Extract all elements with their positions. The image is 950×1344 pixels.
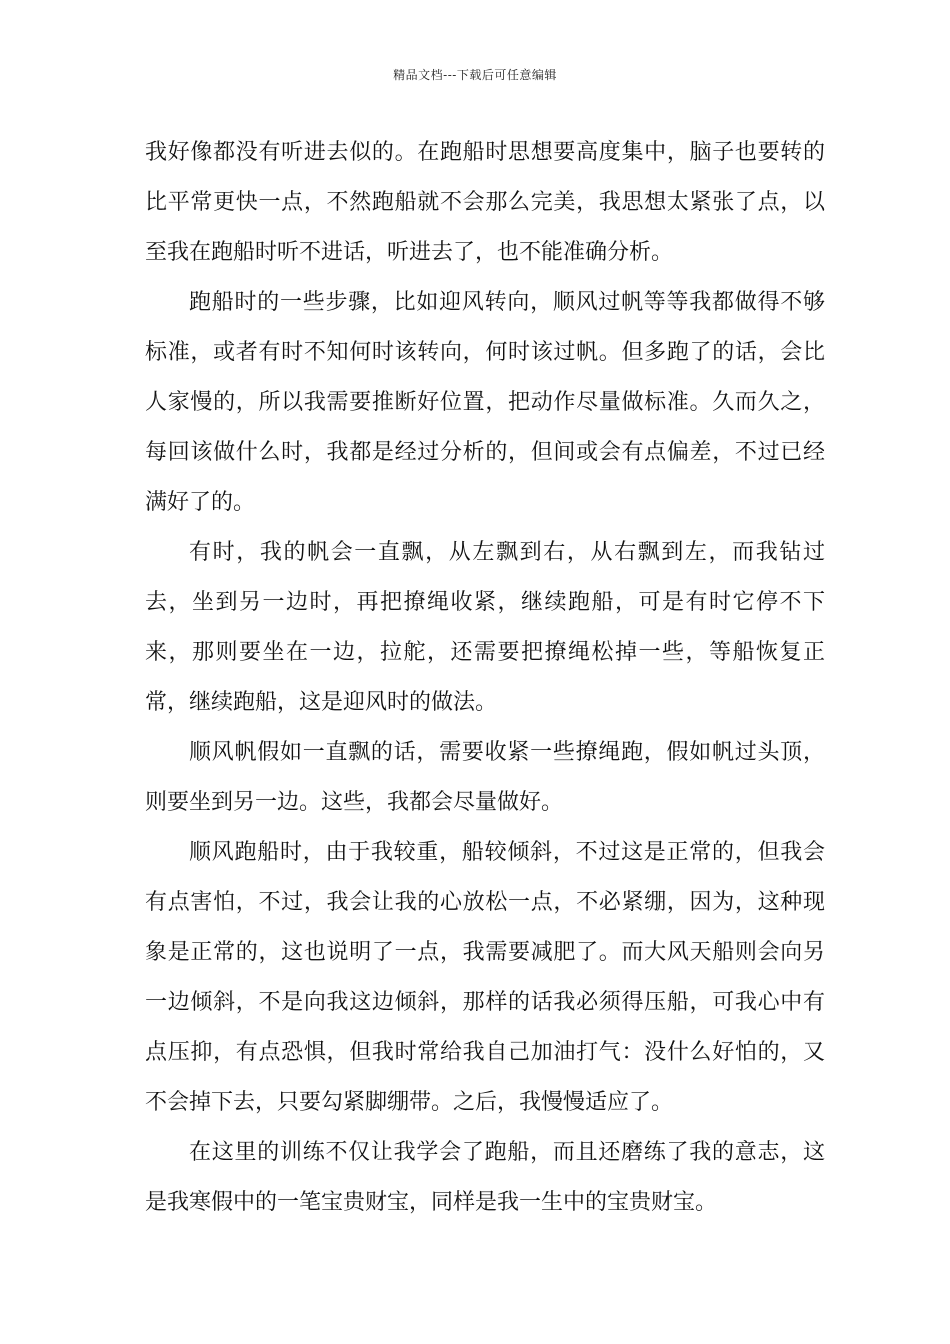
paragraph-6: 在这里的训练不仅让我学会了跑船，而且还磨练了我的意志，这是我寒假中的一笔宝贵财宝，同样是我一生中的宝贵财宝。 [145, 1140, 825, 1215]
page-header: 精品文档---下载后可任意编辑 [393, 68, 557, 82]
paragraph-3: 有时，我的帆会一直飘，从左飘到右，从右飘到左，而我钻过去，坐到另一边时，再把撩绳收紧，继续跑船，可是有时它停不下来，那则要坐在一边，拉舵，还需要把撩绳松掉一些，等船恢复正常，继续跑船，这是迎风时的做法。 [145, 540, 825, 715]
paragraph-2: 跑船时的一些步骤，比如迎风转向，顺风过帆等等我都做得不够标准，或者有时不知何时该转向，何时该过帆。但多跑了的话，会比人家慢的，所以我需要推断好位置，把动作尽量做标准。久而久之，每回该做什么时，我都是经过分析的，但间或会有点偏差，不过已经满好了的。 [145, 290, 825, 515]
paragraph-1: 我好像都没有听进去似的。在跑船时思想要高度集中，脑子也要转的比平常更快一点，不然跑船就不会那么完美，我思想太紧张了点，以至我在跑船时听不进话，听进去了，也不能准确分析。 [145, 140, 825, 265]
paragraph-5: 顺风跑船时，由于我较重，船较倾斜，不过这是正常的，但我会有点害怕，不过，我会让我的心放松一点，不必紧绷，因为，这种现象是正常的，这也说明了一点，我需要减肥了。而大风天船则会向另一边倾斜，不是向我这边倾斜，那样的话我必须得压船，可我心中有点压抑，有点恐惧，但我时常给我自己加油打气：没什么好怕的，又不会掉下去，只要勾紧脚绷带。之后，我慢慢适应了。 [145, 840, 825, 1115]
document-body [145, 128, 825, 1228]
paragraph-4: 顺风帆假如一直飘的话，需要收紧一些撩绳跑，假如帆过头顶，则要坐到另一边。这些，我都会尽量做好。 [145, 740, 825, 815]
